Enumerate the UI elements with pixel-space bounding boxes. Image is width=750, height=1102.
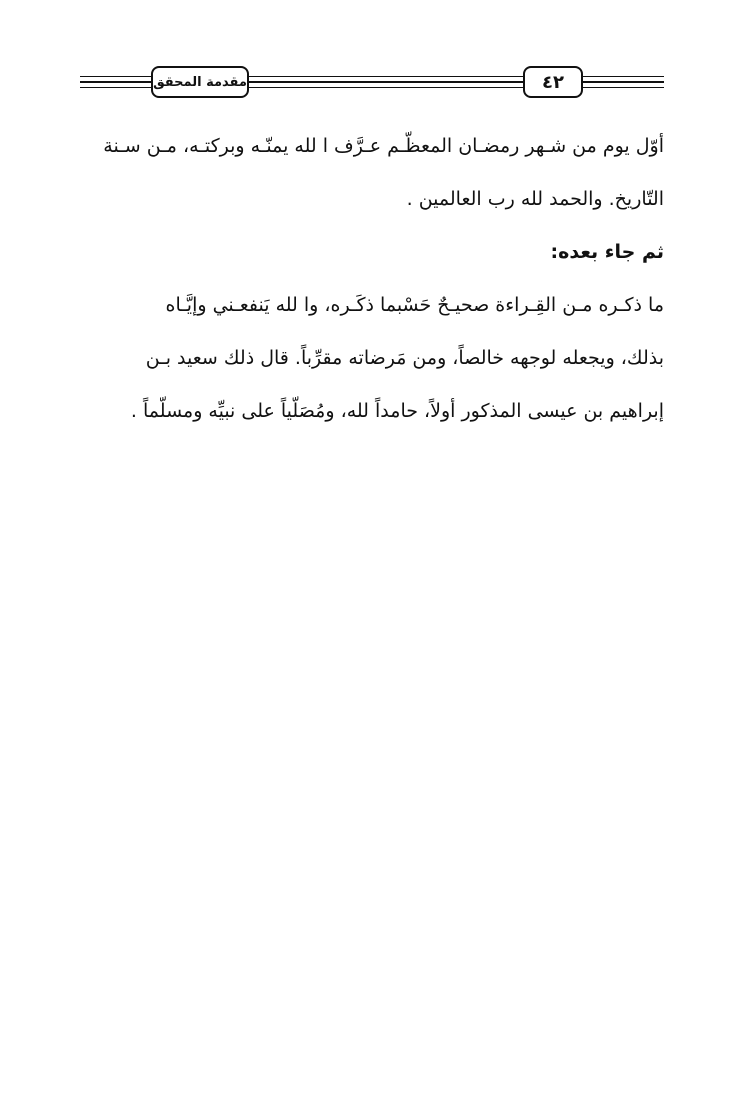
text-line: إبراهيم بن عيسى المذكور أولاً، حامداً لله، ومُصَلّياً على نبيِّه ومسلّماً . <box>130 400 664 422</box>
header-title: مقدمة المحقق <box>153 74 247 90</box>
page-number: ٤٢ <box>542 71 564 93</box>
paragraph <box>84 120 664 226</box>
section-heading <box>84 226 664 279</box>
text-line: أوّل يوم من شـهر رمضـان المعظّـم عـرَّف ا لله يمنّـه وبركتـه، مـن سـنة <box>103 135 664 157</box>
paragraph <box>84 279 664 438</box>
text-line: بذلك، ويجعله لوجهه خالصاً، ومن مَرضاته مقرِّباً. قال ذلك سعيد بـن <box>145 347 664 369</box>
heading-text: ثم جاء بعده: <box>550 241 664 263</box>
text-line: ما ذكـره مـن القِـراءة صحيـحٌ حَسْبما ذكَـره، وا لله يَنفعـني وإيَّـاه <box>165 294 664 316</box>
body-text <box>84 120 664 438</box>
running-header <box>80 62 664 106</box>
header-title-box <box>151 66 249 98</box>
page-number-box <box>523 66 583 98</box>
text-line: التّاريخ. والحمد لله رب العالمين . <box>406 188 664 210</box>
